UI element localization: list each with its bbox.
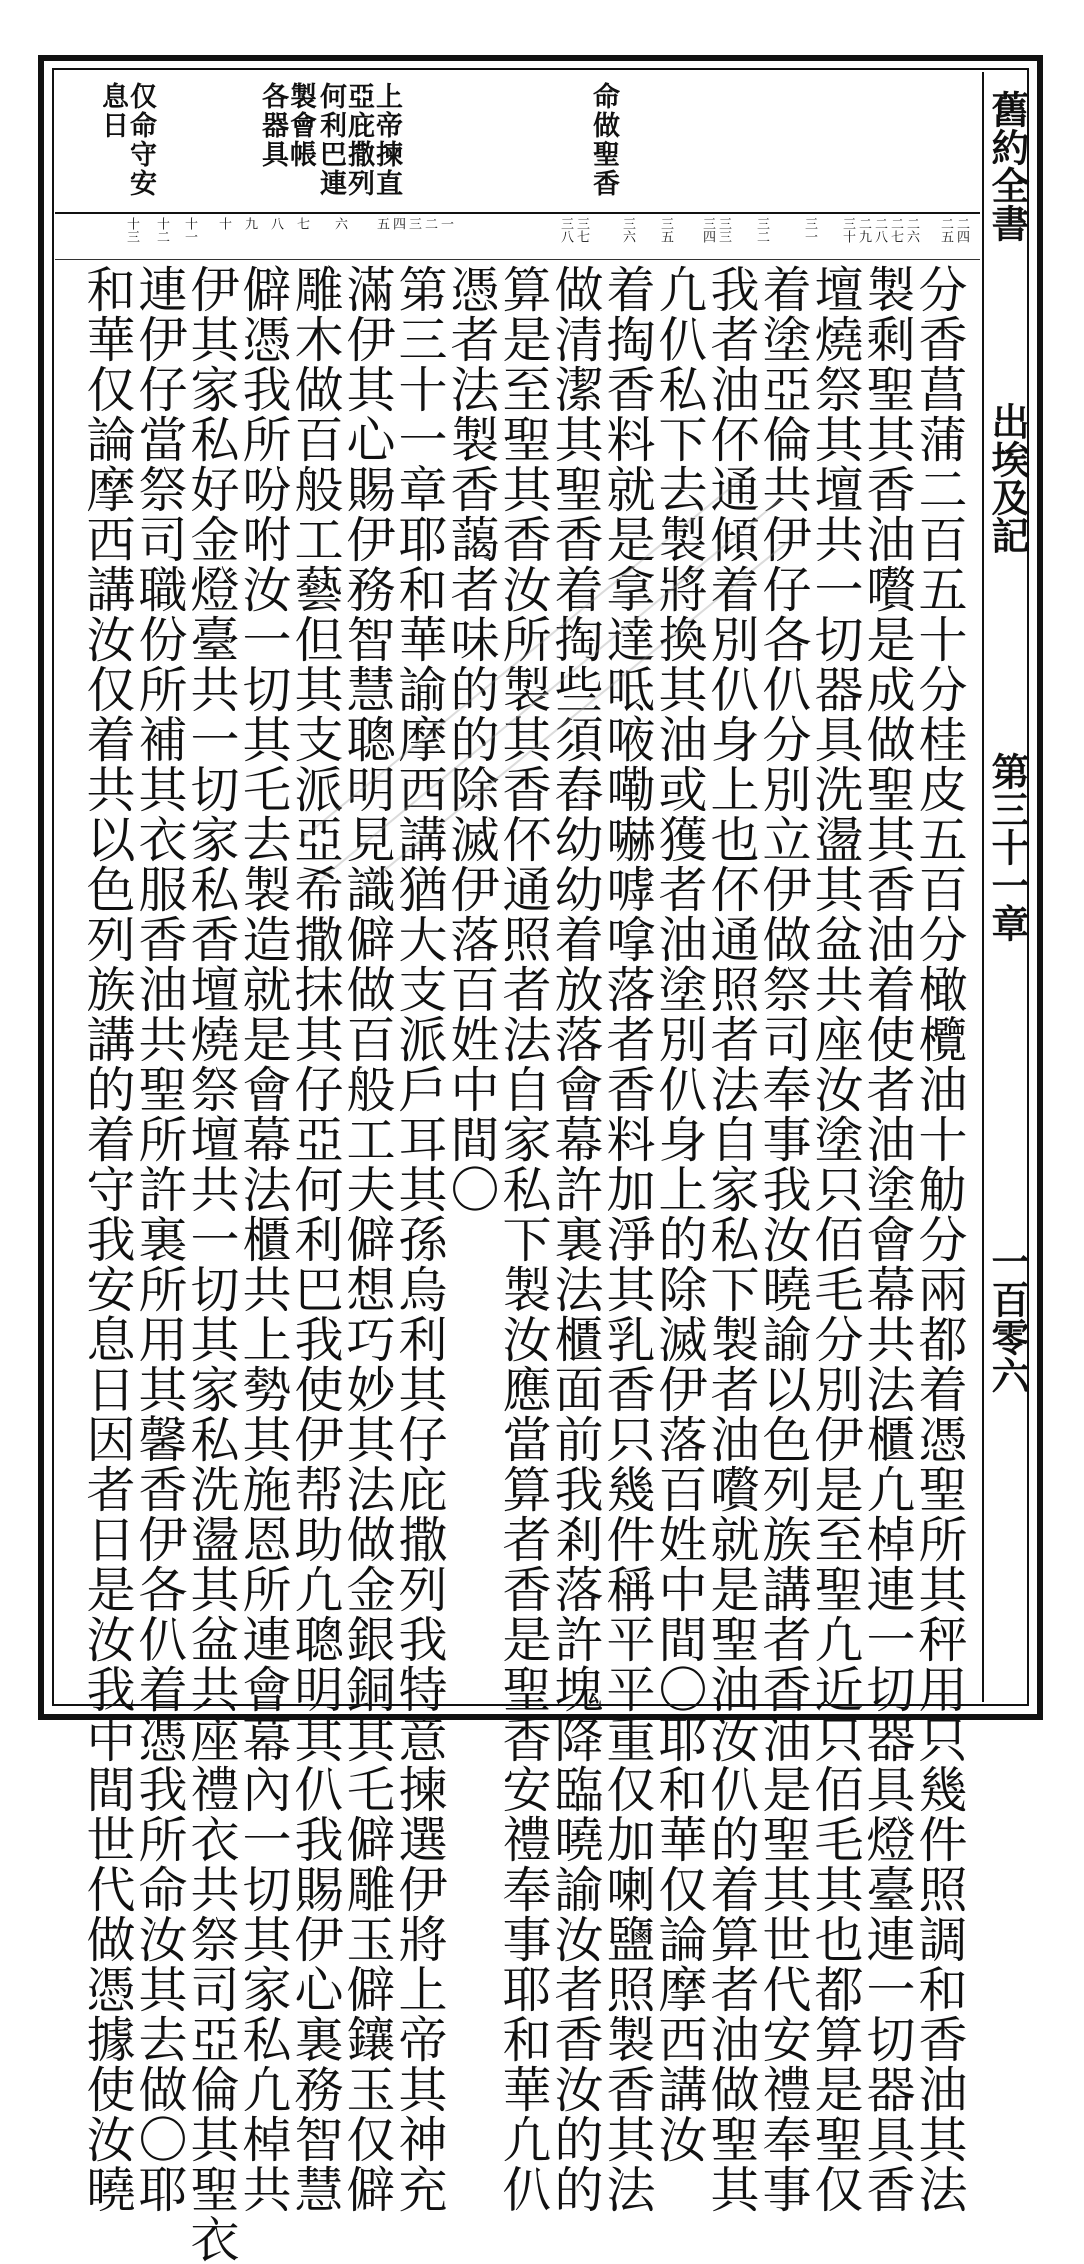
text-column: 第三十一章耶和華諭摩西講猶大支派戶耳其孫烏利其仔庇撒列我特意揀選伊將上帝其神充 [391,264,448,2214]
marginal-notes-band [55,72,980,214]
verse-ref: 一 [438,217,453,230]
page-number: 一百零六 [985,1242,1030,1394]
verse-ref: 二六 [904,217,919,243]
verse-ref: 十一 [182,217,197,243]
verse-ref: 十三 [124,217,139,243]
book-title: 舊約全書 [985,90,1030,242]
text-column: 滿伊其心賜伊務智慧聰明見識僻做百般工夫僻想巧妙其法做金銀銅其乇僻雕玉僻鑲玉仅僻 [339,264,396,2214]
marginal-note: 息日 [97,82,128,140]
verse-ref: 二四 [954,217,969,243]
verse-ref: 二 [422,217,437,230]
marginal-note: 仅命守安 [125,82,156,198]
marginal-note: 亞庇撒列 [343,82,374,198]
verse-ref: 七 [294,217,309,230]
verse-ref: 三五 [658,217,673,243]
text-column: 連伊仔當祭司職份所補其衣服香油共聖所許裏所用其馨香伊各仈着憑我所命汝其去做〇耶 [131,264,188,2214]
verse-ref: 十 [216,217,231,230]
verse-ref: 三十 [840,217,855,243]
book-name: 出埃及記 [985,402,1030,554]
verse-ref: 三二 [754,217,769,243]
text-column: 着掏香料就是拿達呧㖡嘞嚇嘑嗱落者香料加淨其乳香只幾件稱平平重仅加喇鹽照製香其法 [599,264,656,2214]
text-column: 伊其家私好金燈臺共一切家私香壇燒祭壇共一切其家私洗盪其盆共座禮衣共祭司亞倫其聖衣 [183,264,240,2264]
marginal-note: 製會帳 [285,82,316,169]
text-column: 和華仅論摩西講汝仅着共以色列族講的着守我安息日因者日是汝我中間世代做憑據使汝曉 [79,264,136,2214]
verse-ref: 六 [332,217,347,230]
text-column: 我者油伓通傾着別仈身上也伓通照者法自家私下製者油嚽就是聖油汝仈的着算者油做聖其 [703,264,760,2214]
text-column: 雕木做百般工藝但其支派亞希撒抹其仔亞何利巴我使伊帮助凢聰明其仈我賜伊心裏務智慧 [287,264,344,2214]
verse-ref: 三八 [558,217,573,243]
marginal-note: 命做聖香 [588,82,619,198]
chapter-heading: 第三十一章 [985,752,1030,942]
text-column: 凢仈私下去製將換其油或獲者油塗別仈身上的除滅伊落百姓中間〇耶和華仅論摩西講汝 [651,264,708,2164]
verse-ref: 八 [268,217,283,230]
verse-ref: 三七 [574,217,589,243]
text-column: 憑者法製香藹者味的的除滅伊落百姓中間〇 [443,264,500,1214]
verse-ref: 二五 [938,217,953,243]
marginal-note: 上帝揀直 [371,82,402,198]
verse-ref: 四 [390,217,405,230]
text-column: 壇燒祭其壇共一切器具洗盪其盆共座汝塗只佰毛分別伊是至聖凢近只佰毛其也都算是聖仅 [807,264,864,2214]
text-column: 分香菖蒲二百五十分桂皮五百分橄欖油十觔分兩都着憑聖所其秤用只幾件照調和香油其法 [911,264,968,2214]
verse-ref: 三六 [620,217,635,243]
text-column: 製剩聖其香油嚽是成做聖其香油着使者油塗會幕共法櫃凢棹連一切器具燈臺連一切器具香 [859,264,916,2214]
verse-ref: 十二 [154,217,169,243]
text-column: 僻憑我所吩咐汝一切其乇去製造就是會幕法櫃共上勢其施恩所連會幕內一切其家私凢棹共 [235,264,292,2214]
verse-ref: 二九 [856,217,871,243]
verse-ref: 二七 [888,217,903,243]
marginal-note: 何利巴連 [315,82,346,198]
verse-number-strip [55,213,980,260]
verse-ref: 二八 [872,217,887,243]
verse-ref: 三三 [716,217,731,243]
text-column: 着塗亞倫共伊仔各仈分別立伊做祭司奉事我汝曉諭以色列族講者香油是聖其世代安禮奉事 [755,264,812,2214]
verse-ref: 三四 [700,217,715,243]
text-column: 算是至聖其香汝所製其香伓通照者法自家私下製汝應當算者香是聖香安禮奉事耶和華凢仈 [495,264,552,2214]
verse-ref: 三 [406,217,421,230]
verse-ref: 九 [242,217,257,230]
verse-ref: 三一 [802,217,817,243]
running-header [982,72,1028,1702]
marginal-note: 各器具 [257,82,288,169]
verse-ref: 五 [374,217,389,230]
text-column: 做清潔其聖香着掏些須舂幼幼着放落會幕許裏法櫃面前我剎落許塊降臨曉諭汝者香汝的的 [547,264,604,2214]
